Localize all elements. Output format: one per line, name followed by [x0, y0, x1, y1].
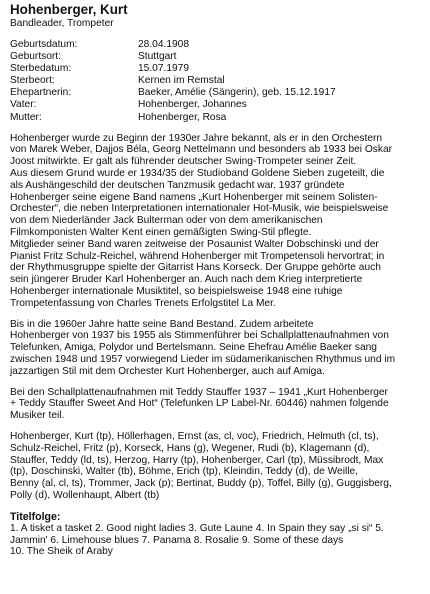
fact-label: Ehepartnerin: — [10, 87, 72, 99]
fact-label: Vater: — [10, 99, 37, 111]
fact-value: 15.07.1979 — [138, 63, 189, 75]
fact-value: Kernen im Remstal — [138, 75, 225, 87]
fact-label: Geburtsdatum: — [10, 39, 78, 50]
facts-table — [10, 39, 420, 124]
fact-value: Hohenberger, Rosa — [138, 111, 227, 123]
titles-heading: Titelfolge: — [10, 510, 61, 523]
biography-paragraph: Bis in die 1960er Jahre hatte seine Band Bestand. Zudem arbeitete Hohenberger von 1937 bis 1955 als Stimmenführer bei Schallplattenaufnahmen von Telefunken, Amiga, Polydor und Bertelsmann. Seine Ehefrau Amélie Baeker sang zwischen 1948 und 1957 vorwiegend Lieder im südamerikanischen Rhythmus und im jazzartigen Stil mit dem Orchester Kurt Hohenberger, auch auf Amiga. — [10, 318, 396, 377]
fact-label: Geburtsort: — [10, 51, 61, 63]
biography-paragraph: Hohenberger wurde zu Beginn der 1930er Jahre bekannt, als er in den Orchestern von Marek Weber, Dajjos Béla, Georg Nettelmann und besonders ab 1933 bei Oskar Joost mitwirkte. Er galt als führender deutscher Swing-Trompeter seiner Zeit. Aus diesem Grund wurde er 1934/35 der Studioband Goldene Sieben zugeteilt, die als Aushängeschild der deutschen Tanzmusik gedacht war. 1937 gründete Hohenberger seine eigene Band namens „Kurt Hohenberger mit seinem Solisten- Orchester“, die neben Interpretationen internationaler Hot-Musik, wie beispielsweise von dem Niederländer Jack Bulterman oder von dem amerikanischen Filmkomponisten Walter Kent einen gemäßigten Swing-Stil pflegte. Mitglieder seiner Band waren zeitweise der Posaunist Walter Dobschinski und der Pianist Fritz Schulz-Reichel, während Hohenberger mit Trompetensoli hervortrat; in der Rhythmusgruppe spielte der Gitarrist Hans Korseck. Der Gruppe gehörte auch sein jüngerer Bruder Karl Hohenberger an. Auch nach dem Krieg interpretierte Hohenberger internationale Musiktitel, so beispielsweise 1948 eine ruhige Trompetenfassung von Charles Trenets Erfolgstitel La Mer. — [10, 132, 393, 309]
fact-label: Sterbeort: — [10, 75, 55, 87]
fact-value: 28.04.1908 — [138, 39, 189, 50]
fact-label: Sterbedatum: — [10, 63, 72, 75]
musicians-paragraph: Hohenberger, Kurt (tp), Höllerhagen, Ernst (as, cl, voc), Friedrich, Helmuth (cl, ts), Schulz-Reichel, Fritz (p), Korseck, Hans (g), Wegener, Rudi (b), Klagemann (d), Stauffer, Teddy (ld, ts), Herzog, Harry (tp), Hohenberger, Carl (tp), Müssibrodt, Max (tp), Doschinski, Walter (tb), Böhme, Erich (tp), Kleindin, Teddy (d), de Weille, Benny (al, cl, ts), Trommer, Jack (p); Bertinat, Buddy (p), Toffel, Billy (g), Guggisberg, Polly (d), Wollenhaupt, Albert (tb) — [10, 430, 392, 501]
person-name: Hohenberger, Kurt — [10, 2, 128, 17]
fact-value: Hohenberger, Johannes — [138, 99, 247, 111]
recordings-paragraph: Bei den Schallplattenaufnahmen mit Teddy Stauffer 1937 – 1941 „Kurt Hohenberger + Teddy Stauffer Sweet And Hot“ (Telefunken LP Label-Nr. 60446) nahmen folgende Musiker teil. — [10, 386, 389, 422]
person-subtitle: Bandleader, Trompeter — [10, 18, 114, 29]
fact-label: Mutter: — [10, 111, 42, 123]
fact-value: Stuttgart — [138, 51, 177, 63]
titles-list: 1. A tisket a tasket 2. Good night ladies 3. Gute Laune 4. In Spain they say „si si“ 5. Jammin' 6. Limehouse blues 7. Panama 8. Rosalie 9. Some of these days 10. The Sheik of Araby — [10, 522, 384, 558]
fact-value: Baeker, Amélie (Sängerin), geb. 15.12.1917 — [138, 87, 336, 99]
